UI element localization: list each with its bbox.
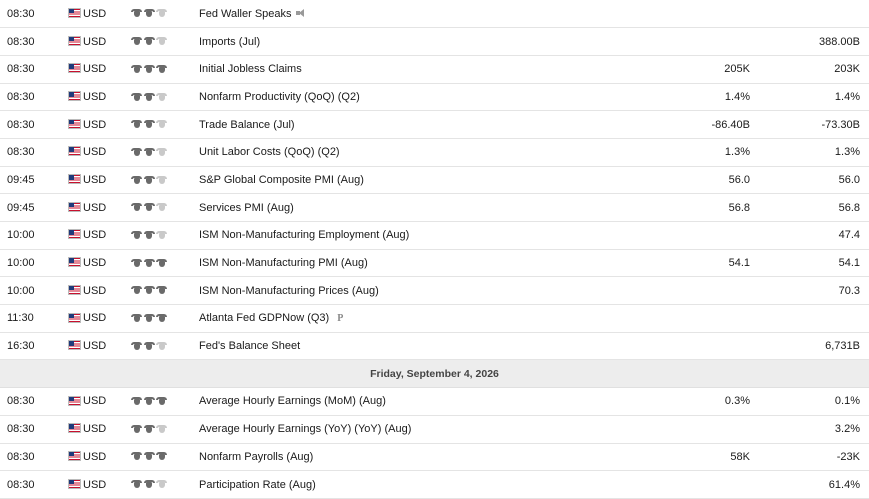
bull-icon [131, 203, 142, 212]
actual-value [499, 471, 619, 499]
event-cell[interactable] [199, 0, 499, 28]
bull-icon [131, 9, 142, 18]
event-row[interactable] [0, 55, 869, 83]
us-flag-icon [68, 146, 81, 156]
event-currency: USD [83, 332, 131, 360]
bull-icon [144, 397, 155, 406]
importance-rating [131, 305, 199, 333]
bull-icon [156, 397, 167, 406]
bull-icon [156, 65, 167, 74]
importance-rating [131, 277, 199, 305]
bull-icon [156, 286, 167, 295]
event-time: 08:30 [0, 415, 65, 443]
importance-rating [131, 471, 199, 499]
us-flag-icon [68, 285, 81, 295]
actual-value [499, 388, 619, 416]
event-row[interactable] [0, 222, 869, 250]
event-row[interactable] [0, 111, 869, 139]
us-flag-icon [68, 340, 81, 350]
bull-icon [156, 120, 167, 129]
bull-icon [131, 148, 142, 157]
forecast-value: 58K [619, 443, 750, 471]
bull-icon [144, 314, 155, 323]
forecast-value: 1.3% [619, 138, 750, 166]
event-name[interactable]: S&P Global Composite PMI (Aug) [199, 173, 364, 186]
event-time: 09:45 [0, 194, 65, 222]
flag-cell [65, 277, 83, 305]
event-name[interactable]: Fed Waller Speaks [199, 7, 292, 20]
bull-icon [144, 259, 155, 268]
us-flag-icon [68, 63, 81, 73]
us-flag-icon [68, 91, 81, 101]
event-currency: USD [83, 249, 131, 277]
flag-cell [65, 166, 83, 194]
bull-icon [156, 452, 167, 461]
previous-value: 47.4 [750, 222, 869, 250]
forecast-value: 205K [619, 55, 750, 83]
previous-value: 1.4% [750, 83, 869, 111]
forecast-value [619, 305, 750, 333]
bull-icon [131, 37, 142, 46]
flag-cell [65, 111, 83, 139]
flag-cell [65, 222, 83, 250]
preliminary-badge: P [337, 313, 344, 325]
bull-icon [156, 203, 167, 212]
bull-icon [144, 93, 155, 102]
event-cell[interactable] [199, 332, 499, 360]
bull-icon [131, 93, 142, 102]
event-cell[interactable] [199, 166, 499, 194]
previous-value: 388.00B [750, 28, 869, 56]
forecast-value [619, 277, 750, 305]
bull-icon [131, 480, 142, 489]
event-row[interactable] [0, 471, 869, 499]
day-header-row [0, 360, 869, 388]
bull-icon [131, 397, 142, 406]
bull-icon [156, 176, 167, 185]
event-row[interactable] [0, 249, 869, 277]
previous-value [750, 305, 869, 333]
event-currency: USD [83, 443, 131, 471]
forecast-value [619, 415, 750, 443]
actual-value [499, 277, 619, 305]
event-currency: USD [83, 55, 131, 83]
forecast-value [619, 0, 750, 28]
event-cell[interactable] [199, 415, 499, 443]
flag-cell [65, 249, 83, 277]
flag-cell [65, 388, 83, 416]
actual-value [499, 111, 619, 139]
event-cell[interactable] [199, 222, 499, 250]
bull-icon [131, 286, 142, 295]
importance-rating [131, 83, 199, 111]
bull-icon [131, 231, 142, 240]
previous-value: 203K [750, 55, 869, 83]
us-flag-icon [68, 174, 81, 184]
event-row[interactable] [0, 138, 869, 166]
event-time: 10:00 [0, 249, 65, 277]
event-name[interactable]: Imports (Jul) [199, 35, 261, 48]
event-time: 10:00 [0, 222, 65, 250]
forecast-value: 0.3% [619, 388, 750, 416]
bull-icon [144, 452, 155, 461]
flag-cell [65, 55, 83, 83]
event-currency: USD [83, 111, 131, 139]
speaker-icon [296, 9, 308, 17]
bull-icon [131, 259, 142, 268]
forecast-value: -86.40B [619, 111, 750, 139]
us-flag-icon [68, 8, 81, 18]
event-currency: USD [83, 83, 131, 111]
event-row[interactable] [0, 194, 869, 222]
importance-rating [131, 138, 199, 166]
us-flag-icon [68, 202, 81, 212]
actual-value [499, 28, 619, 56]
flag-cell [65, 415, 83, 443]
event-row[interactable] [0, 443, 869, 471]
previous-value: 70.3 [750, 277, 869, 305]
us-flag-icon [68, 313, 81, 323]
event-currency: USD [83, 166, 131, 194]
event-currency: USD [83, 388, 131, 416]
bull-icon [144, 65, 155, 74]
forecast-value: 56.8 [619, 194, 750, 222]
flag-cell [65, 332, 83, 360]
event-time: 08:30 [0, 388, 65, 416]
bull-icon [156, 342, 167, 351]
actual-value [499, 332, 619, 360]
event-name[interactable]: Nonfarm Productivity (QoQ) (Q2) [199, 90, 360, 103]
event-cell[interactable] [199, 83, 499, 111]
event-cell[interactable] [199, 138, 499, 166]
event-row[interactable] [0, 332, 869, 360]
previous-value: 61.4% [750, 471, 869, 499]
actual-value [499, 166, 619, 194]
bull-icon [144, 342, 155, 351]
us-flag-icon [68, 229, 81, 239]
previous-value: 56.8 [750, 194, 869, 222]
previous-value: 0.1% [750, 388, 869, 416]
day-header-label: Friday, September 4, 2026 [0, 360, 869, 388]
event-name[interactable]: Nonfarm Payrolls (Aug) [199, 450, 314, 463]
event-row[interactable] [0, 388, 869, 416]
bull-icon [131, 65, 142, 74]
previous-value: 54.1 [750, 249, 869, 277]
bull-icon [131, 342, 142, 351]
event-name[interactable]: Unit Labor Costs (QoQ) (Q2) [199, 146, 340, 159]
bull-icon [144, 480, 155, 489]
event-time: 08:30 [0, 55, 65, 83]
event-currency: USD [83, 305, 131, 333]
bull-icon [144, 148, 155, 157]
importance-rating [131, 415, 199, 443]
event-time: 08:30 [0, 0, 65, 28]
event-cell[interactable] [199, 305, 499, 333]
importance-rating [131, 388, 199, 416]
importance-rating [131, 55, 199, 83]
previous-value: -23K [750, 443, 869, 471]
bull-icon [131, 314, 142, 323]
flag-cell [65, 305, 83, 333]
event-row[interactable] [0, 305, 869, 333]
event-name[interactable]: Fed's Balance Sheet [199, 340, 301, 353]
event-time: 08:30 [0, 138, 65, 166]
actual-value [499, 443, 619, 471]
event-name[interactable]: Initial Jobless Claims [199, 63, 302, 76]
bull-icon [144, 37, 155, 46]
actual-value [499, 55, 619, 83]
bull-icon [156, 231, 167, 240]
event-name[interactable]: Trade Balance (Jul) [199, 118, 295, 131]
us-flag-icon [68, 451, 81, 461]
bull-icon [144, 120, 155, 129]
event-name[interactable]: Participation Rate (Aug) [199, 478, 316, 491]
importance-rating [131, 111, 199, 139]
bull-icon [144, 176, 155, 185]
us-flag-icon [68, 423, 81, 433]
event-currency: USD [83, 471, 131, 499]
bull-icon [156, 314, 167, 323]
event-row[interactable] [0, 28, 869, 56]
event-name[interactable]: ISM Non-Manufacturing PMI (Aug) [199, 257, 368, 270]
event-name[interactable]: Atlanta Fed GDPNow (Q3) [199, 312, 330, 325]
flag-cell [65, 28, 83, 56]
event-row[interactable] [0, 277, 869, 305]
event-time: 08:30 [0, 471, 65, 499]
event-name[interactable]: Average Hourly Earnings (YoY) (YoY) (Aug) [199, 423, 412, 436]
bull-icon [144, 203, 155, 212]
forecast-value [619, 28, 750, 56]
event-currency: USD [83, 415, 131, 443]
event-cell[interactable] [199, 277, 499, 305]
us-flag-icon [68, 119, 81, 129]
bull-icon [156, 93, 167, 102]
bull-icon [156, 259, 167, 268]
forecast-value [619, 222, 750, 250]
bull-icon [156, 148, 167, 157]
event-currency: USD [83, 0, 131, 28]
bull-icon [131, 120, 142, 129]
event-name[interactable]: ISM Non-Manufacturing Prices (Aug) [199, 284, 379, 297]
importance-rating [131, 222, 199, 250]
event-cell[interactable] [199, 471, 499, 499]
flag-cell [65, 471, 83, 499]
flag-cell [65, 138, 83, 166]
importance-rating [131, 249, 199, 277]
previous-value: -73.30B [750, 111, 869, 139]
actual-value [499, 305, 619, 333]
forecast-value: 1.4% [619, 83, 750, 111]
importance-rating [131, 0, 199, 28]
us-flag-icon [68, 36, 81, 46]
event-cell[interactable] [199, 28, 499, 56]
event-cell[interactable] [199, 194, 499, 222]
event-currency: USD [83, 138, 131, 166]
event-currency: USD [83, 28, 131, 56]
event-name[interactable]: Services PMI (Aug) [199, 201, 294, 214]
us-flag-icon [68, 479, 81, 489]
previous-value: 1.3% [750, 138, 869, 166]
flag-cell [65, 0, 83, 28]
us-flag-icon [68, 257, 81, 267]
event-cell[interactable] [199, 388, 499, 416]
event-time: 08:30 [0, 443, 65, 471]
flag-cell [65, 194, 83, 222]
bull-icon [144, 286, 155, 295]
event-row[interactable] [0, 83, 869, 111]
event-time: 10:00 [0, 277, 65, 305]
bull-icon [156, 425, 167, 434]
event-currency: USD [83, 277, 131, 305]
event-name[interactable]: ISM Non-Manufacturing Employment (Aug) [199, 229, 410, 242]
importance-rating [131, 28, 199, 56]
event-row[interactable] [0, 0, 869, 28]
event-cell[interactable] [199, 249, 499, 277]
bull-icon [131, 452, 142, 461]
importance-rating [131, 166, 199, 194]
actual-value [499, 415, 619, 443]
event-time: 16:30 [0, 332, 65, 360]
forecast-value [619, 332, 750, 360]
actual-value [499, 194, 619, 222]
us-flag-icon [68, 396, 81, 406]
actual-value [499, 83, 619, 111]
event-currency: USD [83, 222, 131, 250]
bull-icon [131, 425, 142, 434]
previous-value [750, 0, 869, 28]
event-name[interactable]: Average Hourly Earnings (MoM) (Aug) [199, 395, 386, 408]
bull-icon [144, 231, 155, 240]
importance-rating [131, 332, 199, 360]
event-time: 11:30 [0, 305, 65, 333]
event-time: 09:45 [0, 166, 65, 194]
previous-value: 3.2% [750, 415, 869, 443]
forecast-value: 54.1 [619, 249, 750, 277]
event-currency: USD [83, 194, 131, 222]
bull-icon [144, 9, 155, 18]
event-cell[interactable] [199, 55, 499, 83]
bull-icon [131, 176, 142, 185]
actual-value [499, 0, 619, 28]
event-time: 08:30 [0, 83, 65, 111]
previous-value: 56.0 [750, 166, 869, 194]
flag-cell [65, 443, 83, 471]
previous-value: 6,731B [750, 332, 869, 360]
importance-rating [131, 443, 199, 471]
event-row[interactable] [0, 166, 869, 194]
flag-cell [65, 83, 83, 111]
bull-icon [144, 425, 155, 434]
forecast-value [619, 471, 750, 499]
event-row[interactable] [0, 415, 869, 443]
bull-icon [156, 9, 167, 18]
forecast-value: 56.0 [619, 166, 750, 194]
importance-rating [131, 194, 199, 222]
event-time: 08:30 [0, 28, 65, 56]
actual-value [499, 138, 619, 166]
bull-icon [156, 480, 167, 489]
event-cell[interactable] [199, 443, 499, 471]
actual-value [499, 249, 619, 277]
actual-value [499, 222, 619, 250]
event-time: 08:30 [0, 111, 65, 139]
event-cell[interactable] [199, 111, 499, 139]
bull-icon [156, 37, 167, 46]
